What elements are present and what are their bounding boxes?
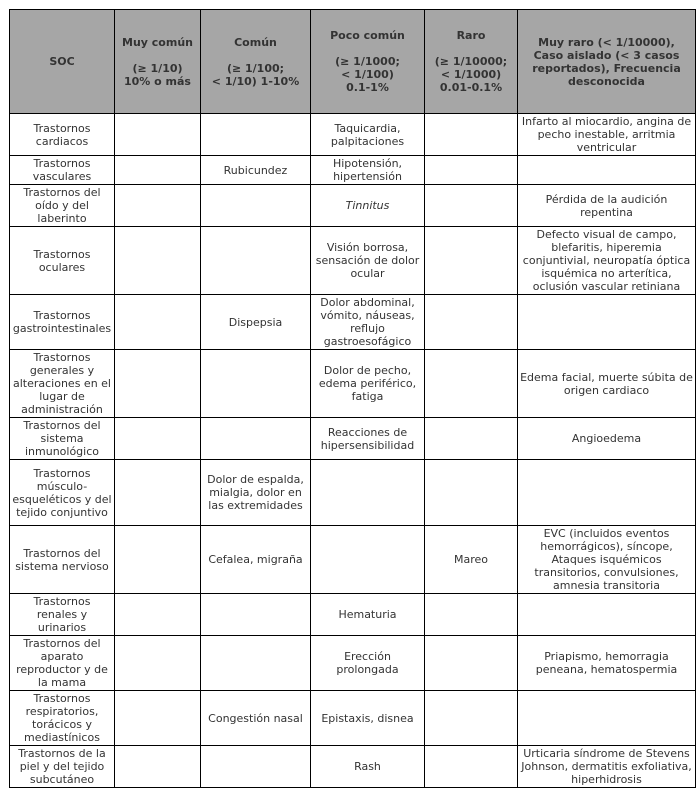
soc-cell: Trastornos generales y alteraciones en el lugar de administración: [10, 350, 115, 418]
soc-cell: Trastornos cardiacos: [10, 114, 115, 156]
raro-cell: [425, 295, 518, 350]
muy-comun-cell: [115, 460, 201, 526]
raro-cell: [425, 418, 518, 460]
table-row: [10, 460, 696, 526]
soc-cell: Trastornos gastrointestinales: [10, 295, 115, 350]
muy-comun-cell: [115, 636, 201, 691]
raro-cell: [425, 114, 518, 156]
soc-cell: Trastornos músculo-esqueléticos y del tejido conjuntivo: [10, 460, 115, 526]
comun-cell: Dolor de espalda, mialgia, dolor en las extremidades: [201, 460, 311, 526]
muy-comun-cell: [115, 295, 201, 350]
poco-comun-cell: [311, 460, 425, 526]
muy-raro-cell: Priapismo, hemorragia peneana, hematospermia: [518, 636, 696, 691]
muy-raro-cell: Pérdida de la audición repentina: [518, 185, 696, 227]
raro-cell: [425, 460, 518, 526]
table-row: [10, 114, 696, 156]
raro-cell: [425, 227, 518, 295]
muy-comun-cell: [115, 156, 201, 185]
raro-cell: [425, 156, 518, 185]
muy-comun-cell: [115, 114, 201, 156]
soc-cell: Trastornos renales y urinarios: [10, 594, 115, 636]
table-wrapper: [9, 9, 696, 788]
poco-comun-cell: Hematuria: [311, 594, 425, 636]
muy-comun-cell: [115, 418, 201, 460]
table-row: [10, 746, 696, 788]
header-poco-comun: Poco común (≥ 1/1000; < 1/100) 0.1-1%: [311, 10, 425, 114]
muy-raro-cell: [518, 156, 696, 185]
soc-cell: Trastornos del oído y del laberinto: [10, 185, 115, 227]
poco-comun-cell: Epistaxis, disnea: [311, 691, 425, 746]
poco-comun-cell: Erección prolongada: [311, 636, 425, 691]
table-row: [10, 156, 696, 185]
table-header-row: [10, 10, 696, 114]
soc-cell: Trastornos del aparato reproductor y de la mama: [10, 636, 115, 691]
muy-comun-cell: [115, 691, 201, 746]
muy-raro-cell: Angioedema: [518, 418, 696, 460]
table-row: [10, 295, 696, 350]
comun-cell: [201, 350, 311, 418]
table-row: [10, 227, 696, 295]
muy-comun-cell: [115, 746, 201, 788]
muy-raro-cell: [518, 691, 696, 746]
header-muy-raro: Muy raro (< 1/10000), Caso aislado (< 3 casos reportados), Frecuencia desconocida: [518, 10, 696, 114]
comun-cell: [201, 114, 311, 156]
muy-raro-cell: Defecto visual de campo, blefaritis, hiperemia conjuntivial, neuropatía óptica isquémica no arterítica, oclusión vascular retiniana: [518, 227, 696, 295]
header-comun: Común (≥ 1/100; < 1/10) 1-10%: [201, 10, 311, 114]
poco-comun-cell: Rash: [311, 746, 425, 788]
muy-raro-cell: EVC (incluidos eventos hemorrágicos), síncope, Ataques isquémicos transitorios, convulsiones, amnesia transitoria: [518, 526, 696, 594]
poco-comun-cell: Dolor de pecho, edema periférico, fatiga: [311, 350, 425, 418]
muy-comun-cell: [115, 526, 201, 594]
muy-comun-cell: [115, 594, 201, 636]
muy-raro-cell: Infarto al miocardio, angina de pecho inestable, arritmia ventricular: [518, 114, 696, 156]
comun-cell: Congestión nasal: [201, 691, 311, 746]
header-raro: Raro (≥ 1/10000; < 1/1000) 0.01-0.1%: [425, 10, 518, 114]
raro-cell: [425, 594, 518, 636]
poco-comun-cell: Hipotensión, hipertensión: [311, 156, 425, 185]
muy-raro-cell: Edema facial, muerte súbita de origen cardiaco: [518, 350, 696, 418]
header-muy-comun: Muy común (≥ 1/10) 10% o más: [115, 10, 201, 114]
comun-cell: [201, 746, 311, 788]
soc-cell: Trastornos de la piel y del tejido subcutáneo: [10, 746, 115, 788]
header-soc: SOC: [10, 10, 115, 114]
raro-cell: [425, 691, 518, 746]
comun-cell: [201, 636, 311, 691]
muy-raro-cell: [518, 594, 696, 636]
comun-cell: Cefalea, migraña: [201, 526, 311, 594]
raro-cell: [425, 185, 518, 227]
comun-cell: [201, 185, 311, 227]
table-row: [10, 526, 696, 594]
poco-comun-cell: Visión borrosa, sensación de dolor ocular: [311, 227, 425, 295]
poco-comun-cell: [311, 295, 425, 350]
poco-comun-cell: Tinnitus: [311, 185, 425, 227]
comun-cell: Dispepsia: [201, 295, 311, 350]
table-row: [10, 636, 696, 691]
poco-comun-cell: Reacciones de hipersensibilidad: [311, 418, 425, 460]
soc-cell: Trastornos del sistema inmunológico: [10, 418, 115, 460]
comun-cell: [201, 594, 311, 636]
raro-cell: [425, 350, 518, 418]
adverse-reactions-table: [9, 9, 696, 788]
table-row: [10, 185, 696, 227]
raro-cell: [425, 746, 518, 788]
poco-comun-cell: Taquicardia, palpitaciones: [311, 114, 425, 156]
raro-cell: [425, 636, 518, 691]
muy-comun-cell: [115, 185, 201, 227]
table-row: [10, 418, 696, 460]
muy-comun-cell: [115, 227, 201, 295]
muy-raro-cell: [518, 460, 696, 526]
poco-comun-text: Dolor abdominal, vómito, náuseas, reflujo gastroesofágico: [320, 296, 415, 348]
comun-cell: [201, 227, 311, 295]
comun-cell: [201, 418, 311, 460]
raro-cell: Mareo: [425, 526, 518, 594]
table-row: [10, 594, 696, 636]
muy-raro-cell: [518, 295, 696, 350]
muy-comun-cell: [115, 350, 201, 418]
soc-cell: Trastornos oculares: [10, 227, 115, 295]
muy-raro-cell: Urticaria síndrome de Stevens Johnson, dermatitis exfoliativa, hiperhidrosis: [518, 746, 696, 788]
table-row: [10, 350, 696, 418]
poco-comun-cell: [311, 526, 425, 594]
table-row: [10, 691, 696, 746]
soc-cell: Trastornos respiratorios, torácicos y mediastínicos: [10, 691, 115, 746]
comun-cell: Rubicundez: [201, 156, 311, 185]
soc-cell: Trastornos del sistema nervioso: [10, 526, 115, 594]
soc-cell: Trastornos vasculares: [10, 156, 115, 185]
